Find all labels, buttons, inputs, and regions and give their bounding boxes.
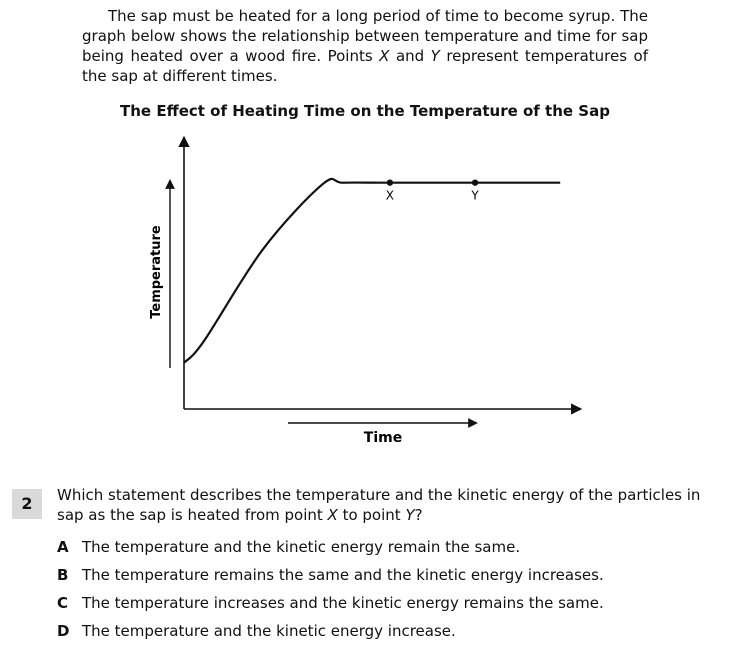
choice-letter: C <box>57 594 69 612</box>
series-line <box>184 179 560 363</box>
passage-text: represent temperatures of the sap at different times. <box>82 47 648 85</box>
choice-text: The temperature and the kinetic energy remain the same. <box>82 538 521 556</box>
answer-choices <box>57 533 604 645</box>
stem-point-y: Y <box>405 506 415 524</box>
question-number: 2 <box>12 489 42 519</box>
stem-text: to point <box>337 506 406 524</box>
y-axis-label: Temperature <box>149 225 164 319</box>
passage-text: The sap must be heated for a long period of time to become syrup. The graph below shows the relationship between temperature and time for sap being heated over a wood fire. Points <box>82 7 648 65</box>
choice-letter: D <box>57 622 70 640</box>
passage-point-y: Y <box>430 47 440 65</box>
choice-letter: A <box>57 538 69 556</box>
point-x-marker <box>387 179 393 185</box>
choice-text: The temperature and the kinetic energy increase. <box>82 622 456 640</box>
stem-text: Which statement describes the temperature and the kinetic energy of the particles in sap as the sap is heated from point <box>57 486 701 524</box>
stem-text: ? <box>414 506 423 524</box>
choice-letter: B <box>57 566 69 584</box>
chart-title-text: The Effect of Heating Time on the Temperature of the Sap <box>120 102 610 120</box>
point-x-label: X <box>385 188 395 203</box>
choice-text: The temperature increases and the kinetic energy remains the same. <box>82 594 604 612</box>
choice-a[interactable] <box>57 533 604 561</box>
x-axis-label: Time <box>363 430 403 446</box>
stem-point-x: X <box>327 506 338 524</box>
passage-point-x: X <box>379 47 390 65</box>
point-y-marker <box>472 179 478 185</box>
point-y-label: Y <box>471 188 479 203</box>
choice-text: The temperature remains the same and the kinetic energy increases. <box>82 566 604 584</box>
choice-c[interactable] <box>57 589 604 617</box>
choice-b[interactable] <box>57 561 604 589</box>
choice-d[interactable] <box>57 617 604 645</box>
question-stem <box>57 485 722 525</box>
passage-text: and <box>389 47 431 65</box>
